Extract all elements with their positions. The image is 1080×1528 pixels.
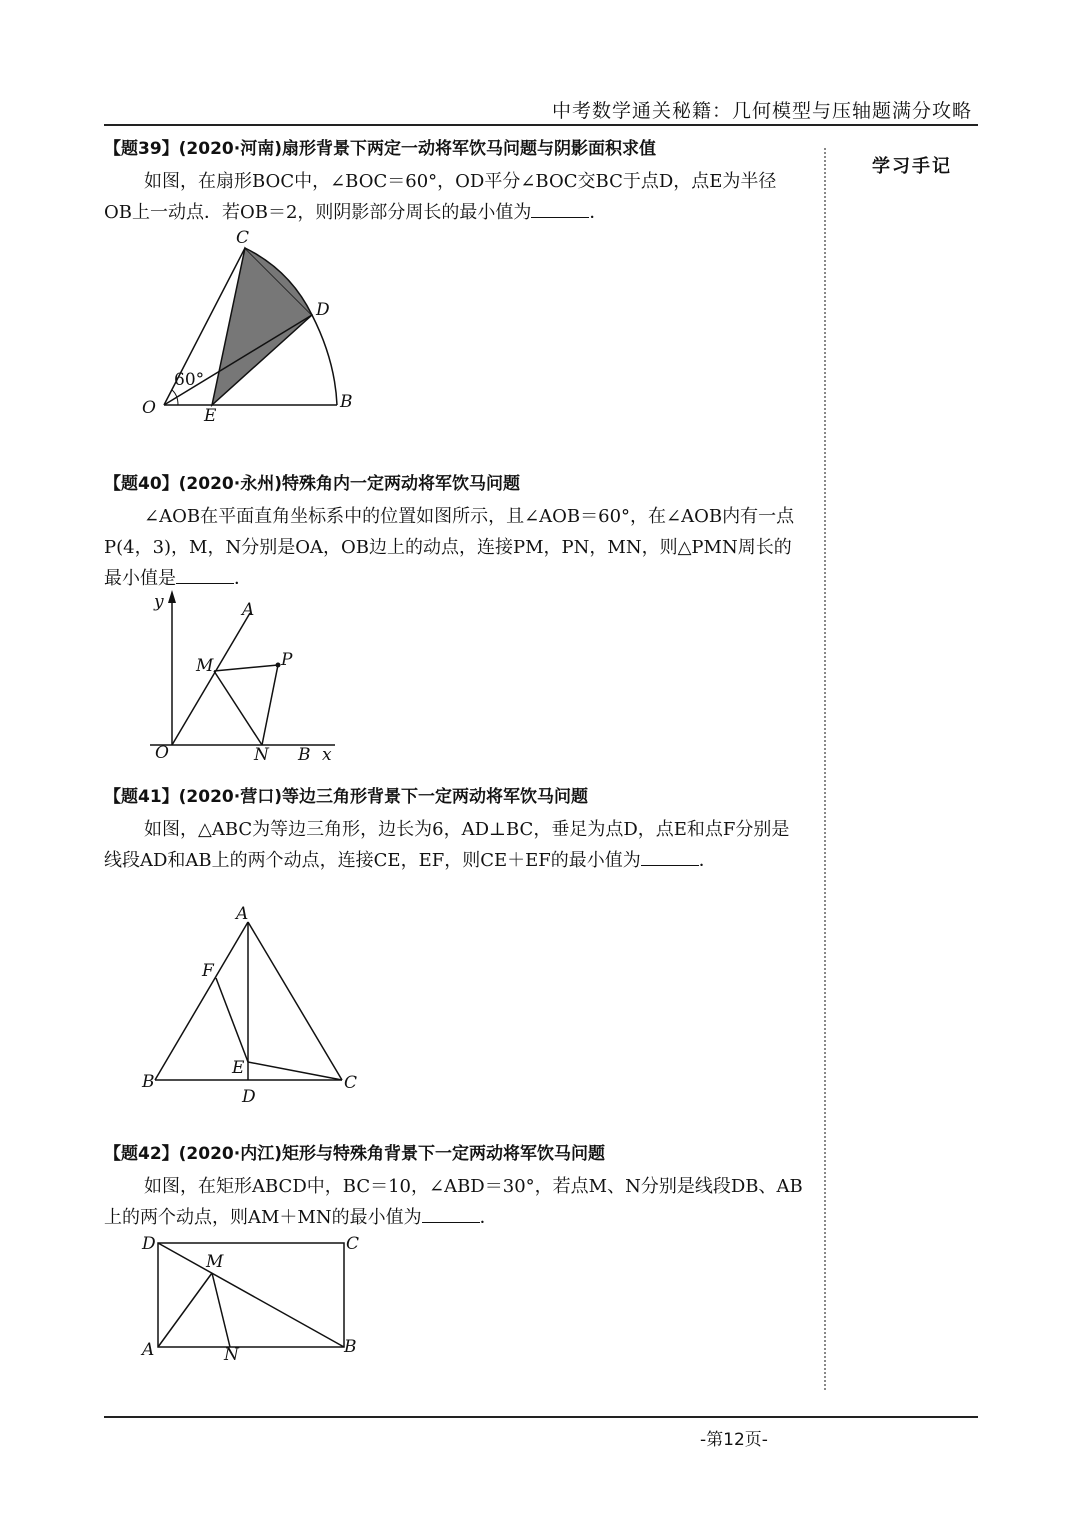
problem-text [104,814,804,876]
label-angle: 60° [174,370,205,390]
label-e: E [232,1058,245,1078]
segment-fe [216,978,248,1062]
problem-42 [104,1140,804,1233]
side-ab [155,922,248,1080]
label-b: B [142,1072,155,1092]
problem-text-end: ． [479,1207,498,1228]
label-m: M [196,656,214,676]
label-n: N [224,1345,239,1365]
label-a: A [142,1340,155,1360]
label-d: D [242,1087,256,1107]
label-c: C [236,228,250,248]
label-x: x [322,745,332,765]
segment-mn [214,671,262,745]
problem-41 [104,783,804,876]
problem-text-main: ∠AOB在平面直角坐标系中的位置如图所示，且∠AOB＝60°，在∠AOB内有一点P(4，3)，M，N分别是OA，OB边上的动点，连接PM，PN，MN，则△PMN周长的最小值是 [104,506,795,589]
problem-text-end: ． [589,202,608,223]
problem-title: 【题42】(2020·内江)矩形与特殊角背景下一定两动将军饮马问题 [104,1144,605,1164]
problem-text-end: ． [698,850,717,871]
problem-text-main: 如图，在扇形BOC中，∠BOC＝60°，OD平分∠BOC交BC于点D，点E为半径OB上一动点．若OB＝2，则阴影部分周长的最小值为 [104,171,777,223]
diagonal-db [158,1243,344,1347]
label-d: D [316,300,330,320]
label-b: B [344,1337,357,1357]
label-a: A [242,600,255,620]
label-e: E [204,406,217,426]
label-m: M [206,1252,224,1272]
label-o: O [155,743,169,763]
side-ac [248,922,342,1080]
problem-text-main: 如图，△ABC为等边三角形，边长为6，AD⊥BC，垂足为点D，点E和点F分别是线段AD和AB上的两个动点，连接CE，EF，则CE＋EF的最小值为 [104,819,790,871]
problem-title: 【题41】(2020·营口)等边三角形背景下一定两动将军饮马问题 [104,787,588,807]
page-number: -第12页- [700,1430,768,1450]
point-p [276,663,281,668]
header-title: 中考数学通关秘籍：几何模型与压轴题满分攻略 [551,100,972,122]
shaded-region [212,248,312,405]
arc-db [312,315,337,405]
segment-mn [212,1273,230,1347]
sidebar-divider [824,148,826,1390]
header-rule [104,124,978,126]
problem-text [104,1171,804,1233]
problem-text-end: ． [234,568,252,589]
label-c: C [346,1234,360,1254]
figure-39-sector [130,225,370,430]
y-axis-arrow [168,590,176,603]
segment-mp [214,665,278,671]
label-c: C [344,1073,358,1093]
answer-blank [641,847,699,866]
label-y: y [154,592,164,612]
figure-40-coordinate [130,585,360,770]
label-o: O [142,398,156,418]
label-b: B [298,745,311,765]
problem-39 [104,135,804,228]
answer-blank [422,1204,480,1223]
label-p: P [281,650,293,670]
segment-am [158,1273,212,1347]
answer-blank [176,565,234,584]
ray-oa [172,613,250,745]
problem-title: 【题39】(2020·河南)扇形背景下两定一动将军饮马问题与阴影面积求值 [104,139,656,159]
problem-40 [104,470,804,594]
sidebar-note-label: 学习手记 [872,156,952,177]
footer-rule [104,1416,978,1418]
label-d: D [142,1234,156,1254]
label-b: B [340,392,353,412]
problem-title: 【题40】(2020·永州)特殊角内一定两动将军饮马问题 [104,474,520,494]
problem-text [104,166,804,228]
label-n: N [254,745,269,765]
segment-pn [262,665,278,745]
label-a: A [236,904,249,924]
answer-blank [531,199,589,218]
label-f: F [202,961,214,981]
problem-text [104,501,804,594]
problem-text-main: 如图，在矩形ABCD中，BC＝10，∠ABD＝30°，若点M、N分别是线段DB、AB上的两个动点，则AM＋MN的最小值为 [104,1176,803,1228]
segment-ec [248,1062,342,1080]
figure-41-triangle [130,900,370,1110]
figure-42-rectangle [130,1225,375,1370]
